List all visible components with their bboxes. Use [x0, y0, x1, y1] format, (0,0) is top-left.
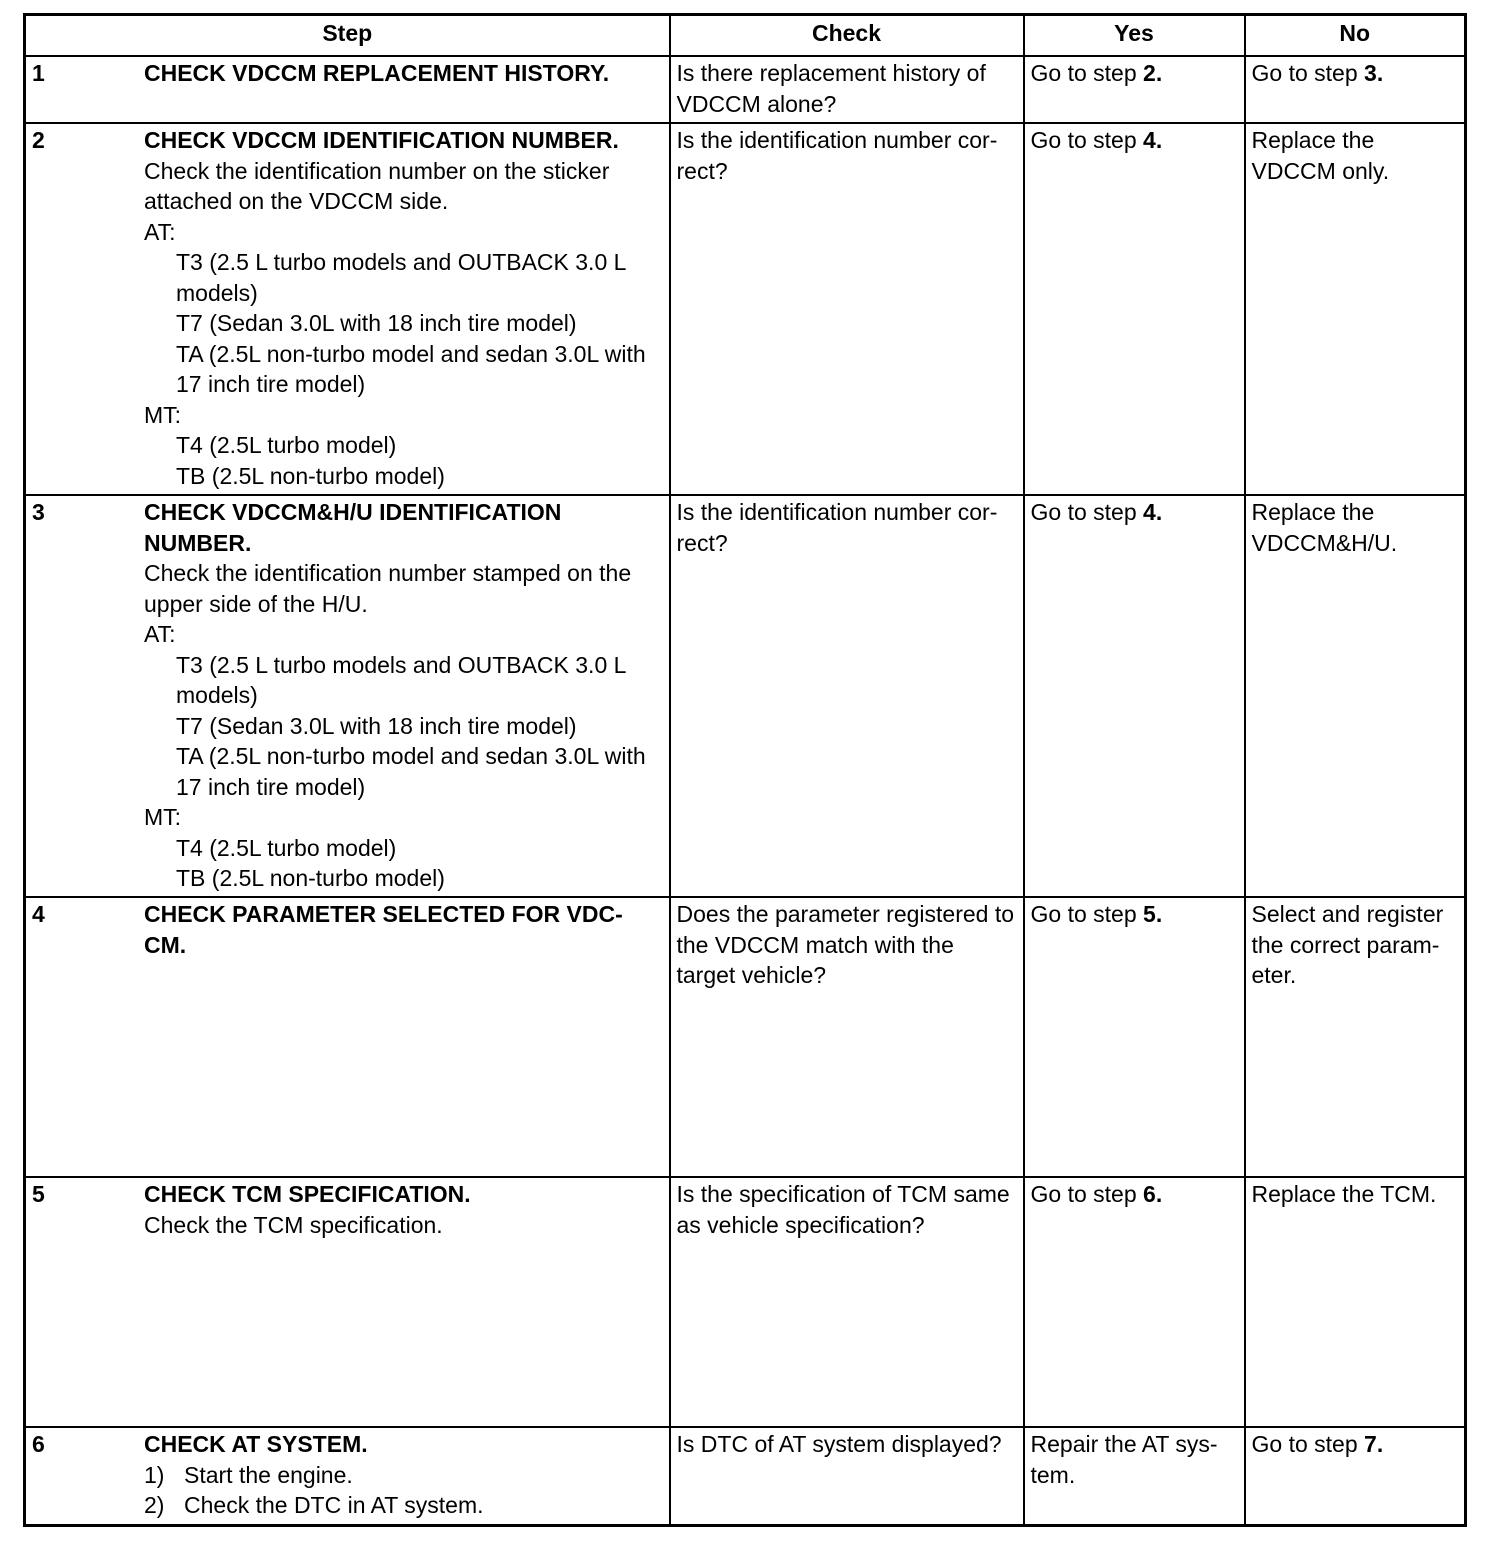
at-item: T3 (2.5 L turbo models and OUTBACK 3.0 L models) [176, 249, 626, 306]
table-row [25, 1177, 1466, 1427]
at-label: AT: [144, 621, 176, 647]
step-ref: 2 [1143, 60, 1156, 86]
step-description: Check the identification number on the sticker attached on the VDCCM side. [144, 157, 610, 214]
step-number: 6 [32, 1431, 45, 1457]
table-row [25, 123, 1466, 495]
no-cell: Replace the VDCCM&H/U. [1245, 495, 1466, 897]
step-cell [25, 495, 670, 897]
header-yes: Yes [1024, 15, 1245, 57]
at-item: TA (2.5L non-turbo model and sedan 3.0L with 17 inch tire model) [176, 743, 646, 800]
step-cell [25, 897, 670, 1177]
step-title: CHECK PARAMETER SELECTED FOR VDC-CM. [144, 901, 623, 958]
step-ref: 4 [1143, 499, 1156, 525]
step-cell [25, 1177, 670, 1427]
check-cell: Is the identification number cor-rect? [670, 495, 1024, 897]
list-item: 1) Start the engine. [144, 1461, 353, 1488]
step-cell [25, 123, 670, 495]
at-item: T7 (Sedan 3.0L with 18 inch tire model) [176, 310, 577, 336]
step-number: 4 [32, 901, 45, 927]
mt-label: MT: [144, 401, 182, 428]
yes-cell: Go to step 6. [1024, 1177, 1245, 1427]
mt-label: MT: [144, 804, 182, 830]
step-title: CHECK VDCCM&H/U IDENTIFICATION NUMBER. [144, 499, 562, 556]
at-item: T3 (2.5 L turbo models and OUTBACK 3.0 L models) [176, 651, 626, 708]
yes-cell: Repair the AT sys-tem. [1024, 1427, 1245, 1525]
step-ref: 4 [1143, 127, 1156, 153]
table-row [25, 495, 1466, 897]
check-cell: Is the identification number cor-rect? [670, 123, 1024, 495]
at-item: TA (2.5L non-turbo model and sedan 3.0L with 17 inch tire model) [176, 340, 646, 397]
check-cell: Is the specification of TCM same as vehicle specification? [670, 1177, 1024, 1427]
mt-item: TB (2.5L non-turbo model) [176, 462, 445, 489]
step-description: Check the identification number stamped on the upper side of the H/U. [144, 560, 632, 617]
yes-cell: Go to step 5. [1024, 897, 1245, 1177]
yes-cell: Go to step 4. [1024, 123, 1245, 495]
step-ref: 6 [1143, 1181, 1156, 1207]
step-cell [25, 1427, 670, 1525]
mt-item: T4 (2.5L turbo model) [176, 432, 397, 458]
no-cell: Replace the VDCCM only. [1245, 123, 1466, 495]
step-number: 3 [32, 499, 45, 525]
check-cell: Is DTC of AT system displayed? [670, 1427, 1024, 1525]
no-cell: Replace the TCM. [1245, 1177, 1466, 1427]
header-row [25, 15, 1466, 57]
step-cell [25, 56, 670, 123]
no-cell: Go to step 7. [1245, 1427, 1466, 1525]
step-number: 5 [32, 1181, 45, 1207]
check-cell: Is there replacement history of VDCCM alone? [670, 56, 1024, 123]
step-title: CHECK TCM SPECIFICATION. [144, 1181, 471, 1207]
table-row [25, 56, 1466, 123]
at-item: T7 (Sedan 3.0L with 18 inch tire model) [176, 712, 577, 739]
step-title: CHECK VDCCM IDENTIFICATION NUMBER. [144, 127, 619, 153]
yes-cell: Go to step 4. [1024, 495, 1245, 897]
step-description: Check the TCM specification. [144, 1211, 443, 1238]
step-ref: 7 [1364, 1431, 1377, 1457]
diagnostic-table [23, 13, 1467, 1527]
at-label: AT: [144, 218, 176, 245]
mt-item: T4 (2.5L turbo model) [176, 834, 397, 861]
header-no: No [1245, 15, 1466, 57]
no-cell: Go to step 3. [1245, 56, 1466, 123]
no-cell: Select and register the correct param-eter. [1245, 897, 1466, 1177]
mt-item: TB (2.5L non-turbo model) [176, 865, 445, 891]
yes-cell: Go to step 2. [1024, 56, 1245, 123]
step-number: 2 [32, 127, 45, 153]
list-item: 2) Check the DTC in AT system. [144, 1492, 484, 1518]
table-row [25, 897, 1466, 1177]
step-ref: 3 [1364, 60, 1377, 86]
step-number: 1 [32, 60, 45, 86]
table-row [25, 1427, 1466, 1525]
header-check: Check [670, 15, 1024, 57]
step-ref: 5 [1143, 901, 1156, 927]
step-title: CHECK VDCCM REPLACEMENT HISTORY. [144, 60, 610, 86]
check-cell: Does the parameter registered to the VDCCM match with the target vehicle? [670, 897, 1024, 1177]
step-title: CHECK AT SYSTEM. [144, 1431, 368, 1457]
header-step: Step [25, 15, 670, 57]
